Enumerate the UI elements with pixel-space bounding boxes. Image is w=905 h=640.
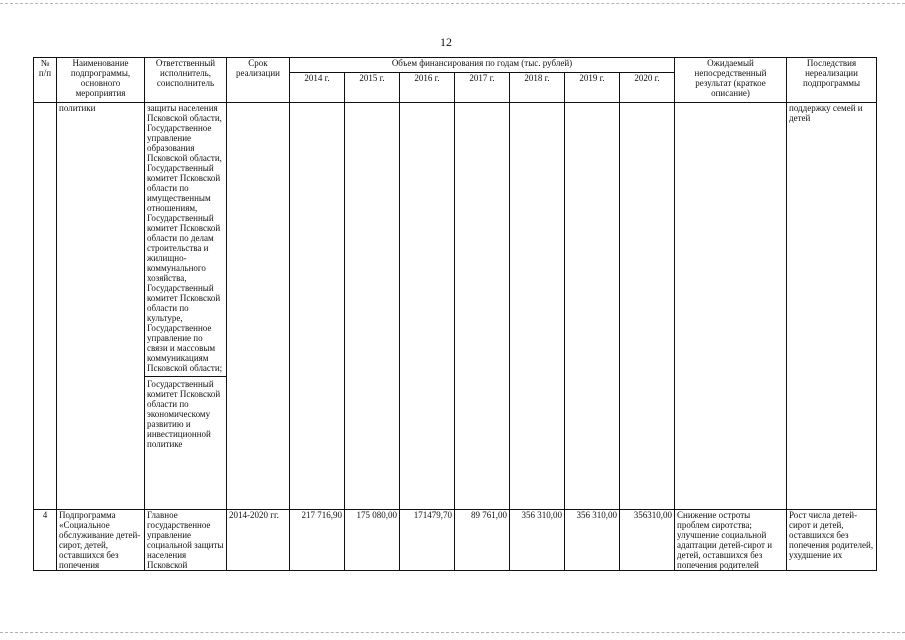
row-amount-2015: 175 080,00 bbox=[345, 510, 400, 571]
row-expected bbox=[675, 103, 787, 510]
table-row bbox=[34, 103, 877, 510]
row-amount-2014: 217 716,90 bbox=[290, 510, 345, 571]
header-year-2018: 2018 г. bbox=[510, 73, 565, 103]
scan-edge-bottom bbox=[0, 632, 905, 633]
header-num: № п/п bbox=[34, 58, 57, 103]
row-consequences: поддержку семей и детей bbox=[787, 103, 877, 510]
row-amount-2016 bbox=[400, 103, 455, 510]
row-amount-2018 bbox=[510, 103, 565, 510]
row-amount-2019 bbox=[565, 103, 620, 510]
row-amount-2017 bbox=[455, 103, 510, 510]
row-amount-2018: 356 310,00 bbox=[510, 510, 565, 571]
scan-edge-top bbox=[0, 3, 905, 4]
header-funding: Объем финансирования по годам (тыс. рублей) bbox=[290, 58, 675, 73]
page-number: 12 bbox=[440, 35, 452, 49]
funding-table bbox=[33, 57, 877, 571]
header-consequences: Последствия нереализации подпрограммы bbox=[787, 58, 877, 103]
header-term: Срок реализации bbox=[227, 58, 290, 103]
row-responsible bbox=[145, 510, 227, 571]
header-expected: Ожидаемый непосредственный результат (краткое описание) bbox=[675, 58, 787, 103]
row-amount-2019: 356 310,00 bbox=[565, 510, 620, 571]
row-responsible bbox=[145, 103, 227, 510]
row-amount-2014 bbox=[290, 103, 345, 510]
header-responsible: Ответственный исполнитель, соисполнитель bbox=[145, 58, 227, 103]
row-name: политики bbox=[57, 103, 145, 510]
header-year-2017: 2017 г. bbox=[455, 73, 510, 103]
row-amount-2020 bbox=[620, 103, 675, 510]
row-responsible-extra: Государственный комитет Псковской области по экономическому развитию и инвестиционной политике bbox=[145, 376, 226, 449]
row-responsible-main: Главное государственное управление социальной защиты населения Псковской bbox=[147, 510, 224, 570]
header-year-2016: 2016 г. bbox=[400, 73, 455, 103]
row-consequences: Рост числа детей-сирот и детей, оставшихся без попечения родителей, ухудшение их bbox=[787, 510, 877, 571]
row-name: Подпрограмма «Социальное обслуживание детей-сирот, детей, оставшихся без попечения bbox=[57, 510, 145, 571]
row-amount-2015 bbox=[345, 103, 400, 510]
table-row bbox=[34, 510, 877, 571]
header-year-2020: 2020 г. bbox=[620, 73, 675, 103]
row-term bbox=[227, 103, 290, 510]
header-year-2015: 2015 г. bbox=[345, 73, 400, 103]
row-term: 2014-2020 гг. bbox=[227, 510, 290, 571]
row-num bbox=[34, 103, 57, 510]
row-amount-2016: 171479,70 bbox=[400, 510, 455, 571]
row-amount-2020: 356310,00 bbox=[620, 510, 675, 571]
row-num: 4 bbox=[34, 510, 57, 571]
row-amount-2017: 89 761,00 bbox=[455, 510, 510, 571]
header-name: Наименование подпрограммы, основного мероприятия bbox=[57, 58, 145, 103]
header-year-2019: 2019 г. bbox=[565, 73, 620, 103]
row-responsible-main: защиты населения Псковской области, Государственное управление образования Псковской области, Государственный комитет Псковской области по имущественным отношениям, Государственный комитет Псковской области по делам строительства и жилищно-коммунального хозяйства, Государственный комитет Псковской области по культуре, Государственное управление по связи и массовым коммуникациям Псковской области; bbox=[147, 103, 223, 373]
header-year-2014: 2014 г. bbox=[290, 73, 345, 103]
row-expected: Снижение остроты проблем сиротства; улучшение социальной адаптации детей-сирот и детей, оставшихся без попечения родителей bbox=[675, 510, 787, 571]
